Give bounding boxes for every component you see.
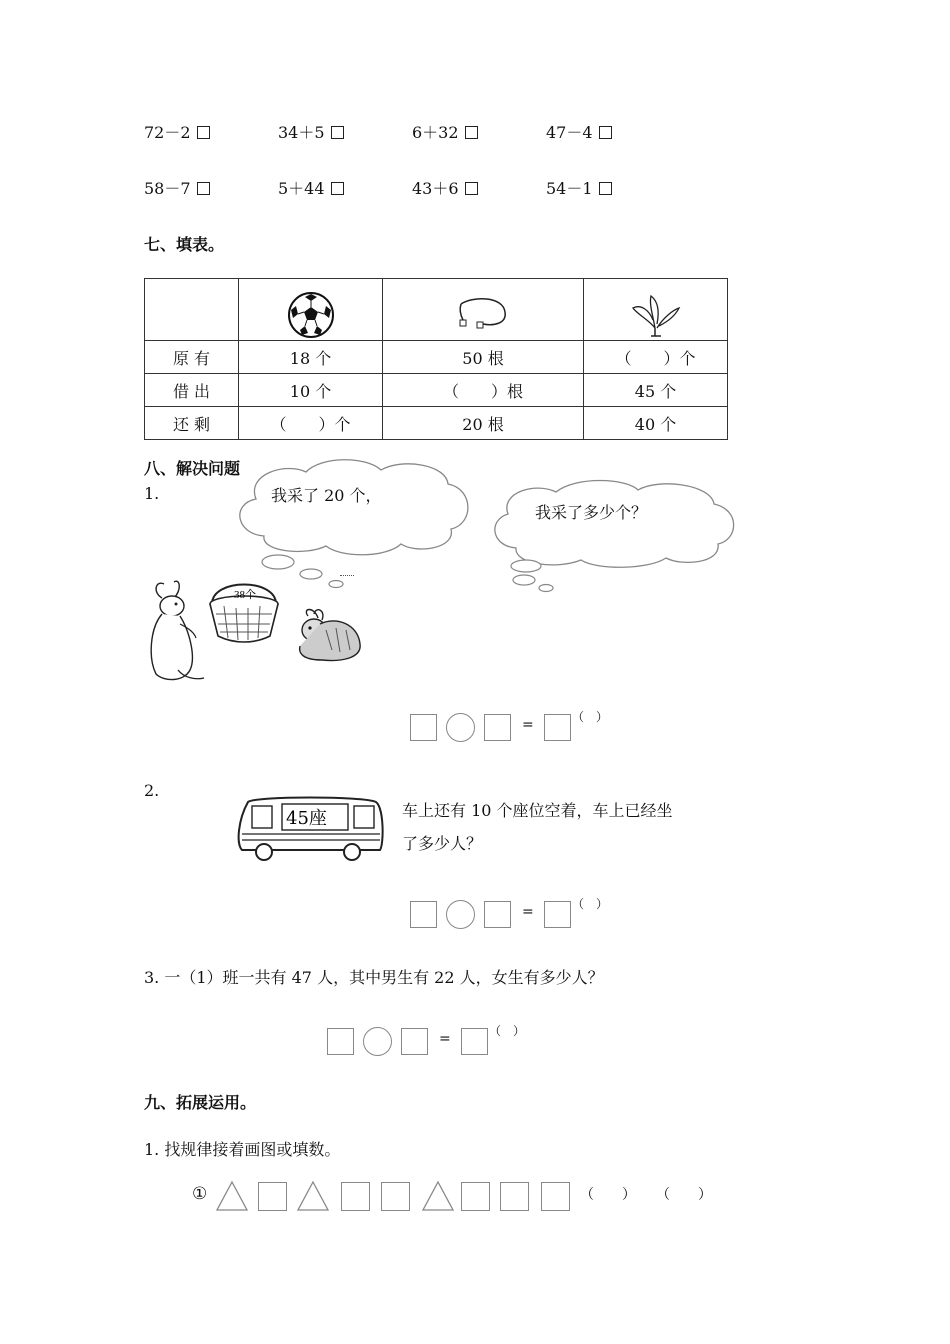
q1-number: 1. <box>144 484 160 503</box>
basket-label: 38个 <box>234 589 256 601</box>
triangle-shape <box>215 1180 249 1212</box>
answer-box[interactable] <box>197 182 210 195</box>
unit-blank[interactable]: （ ） <box>572 897 609 911</box>
jump-rope-icon <box>453 294 513 334</box>
result-box[interactable] <box>544 714 571 741</box>
shuttlecock-cell <box>584 279 728 341</box>
answer-box[interactable] <box>331 126 344 139</box>
bubble-right-text: 我采了多少个？ <box>535 503 648 522</box>
equals-sign: = <box>522 717 534 733</box>
row-label: 借 出 <box>145 374 239 407</box>
answer-box[interactable] <box>599 126 612 139</box>
table-corner <box>145 279 239 341</box>
section7-title: 七、填表。 <box>144 235 225 254</box>
square-shape <box>258 1182 287 1211</box>
calc-item: 72－2 <box>144 120 210 143</box>
equation-box[interactable] <box>401 1028 428 1055</box>
q2-text-line2: 了多少人？ <box>402 834 483 853</box>
operator-circle[interactable] <box>363 1027 392 1056</box>
table-cell: 18 个 <box>239 341 383 374</box>
square-shape <box>461 1182 490 1211</box>
table-cell: 10 个 <box>239 374 383 407</box>
answer-box[interactable] <box>465 182 478 195</box>
calc-item: 47－4 <box>546 120 612 143</box>
square-shape <box>541 1182 570 1211</box>
calc-item: 58－7 <box>144 176 210 199</box>
equals-sign: = <box>522 904 534 920</box>
square-shape <box>341 1182 370 1211</box>
row-label: 原 有 <box>145 341 239 374</box>
calc-item: 34＋5 <box>278 120 344 143</box>
operator-circle[interactable] <box>446 713 475 742</box>
jump-rope-cell <box>383 279 584 341</box>
rabbit-standing-icon <box>144 578 208 686</box>
answer-box[interactable] <box>599 182 612 195</box>
thought-cloud-left <box>226 454 476 594</box>
answer-box[interactable] <box>197 126 210 139</box>
equation-box[interactable] <box>410 901 437 928</box>
square-shape <box>381 1182 410 1211</box>
shuttlecock-icon <box>629 292 683 338</box>
pattern-blank[interactable]: （ ） <box>656 1187 712 1203</box>
result-box[interactable] <box>544 901 571 928</box>
calc-item: 43＋6 <box>412 176 478 199</box>
unit-blank[interactable]: （ ） <box>489 1024 526 1038</box>
q1-pattern-text: 1. 找规律接着画图或填数。 <box>144 1140 341 1159</box>
soccer-ball-cell <box>239 279 383 341</box>
fill-table <box>144 278 728 440</box>
table-row <box>145 374 728 407</box>
pattern-blank[interactable]: （ ） <box>580 1187 636 1203</box>
table-row <box>145 341 728 374</box>
unit-blank[interactable]: （ ） <box>572 710 609 724</box>
q2-number: 2. <box>144 781 160 800</box>
soccer-ball-icon <box>286 290 336 340</box>
table-cell-blank[interactable]: （ ）个 <box>584 341 728 374</box>
equals-sign: = <box>439 1031 451 1047</box>
table-cell: 40 个 <box>584 407 728 440</box>
calc-item: 6＋32 <box>412 120 478 143</box>
equation-box[interactable] <box>327 1028 354 1055</box>
table-cell: 20 根 <box>383 407 584 440</box>
equation-box[interactable] <box>410 714 437 741</box>
row-label: 还 剩 <box>145 407 239 440</box>
table-cell-blank[interactable]: （ ）个 <box>239 407 383 440</box>
q3-text: 3. 一（1）班一共有 47 人，其中男生有 22 人，女生有多少人？ <box>144 968 604 987</box>
calc-item: 54－1 <box>546 176 612 199</box>
equation-box[interactable] <box>484 714 511 741</box>
calc-item: 5＋44 <box>278 176 344 199</box>
result-box[interactable] <box>461 1028 488 1055</box>
q2-text-line1: 车上还有 10 个座位空着，车上已经坐 <box>402 801 673 820</box>
section8-title: 八、解决问题 <box>144 459 241 478</box>
table-cell: 50 根 <box>383 341 584 374</box>
rabbit-sitting-icon <box>292 606 364 664</box>
table-cell: 45 个 <box>584 374 728 407</box>
operator-circle[interactable] <box>446 900 475 929</box>
triangle-shape <box>421 1180 455 1212</box>
equation-box[interactable] <box>484 901 511 928</box>
table-cell-blank[interactable]: （ ）根 <box>383 374 584 407</box>
dots-decoration <box>340 575 354 578</box>
triangle-shape <box>296 1180 330 1212</box>
table-row <box>145 407 728 440</box>
egg-basket-icon <box>204 574 284 646</box>
section9-title: 九、拓展运用。 <box>144 1093 257 1112</box>
thought-cloud-right <box>486 474 742 598</box>
answer-box[interactable] <box>331 182 344 195</box>
bubble-left-text: 我采了 20 个， <box>271 486 382 505</box>
bus-label: 45座 <box>286 808 327 829</box>
bus-icon <box>234 794 386 866</box>
square-shape <box>500 1182 529 1211</box>
pattern-marker: ① <box>192 1184 208 1204</box>
answer-box[interactable] <box>465 126 478 139</box>
